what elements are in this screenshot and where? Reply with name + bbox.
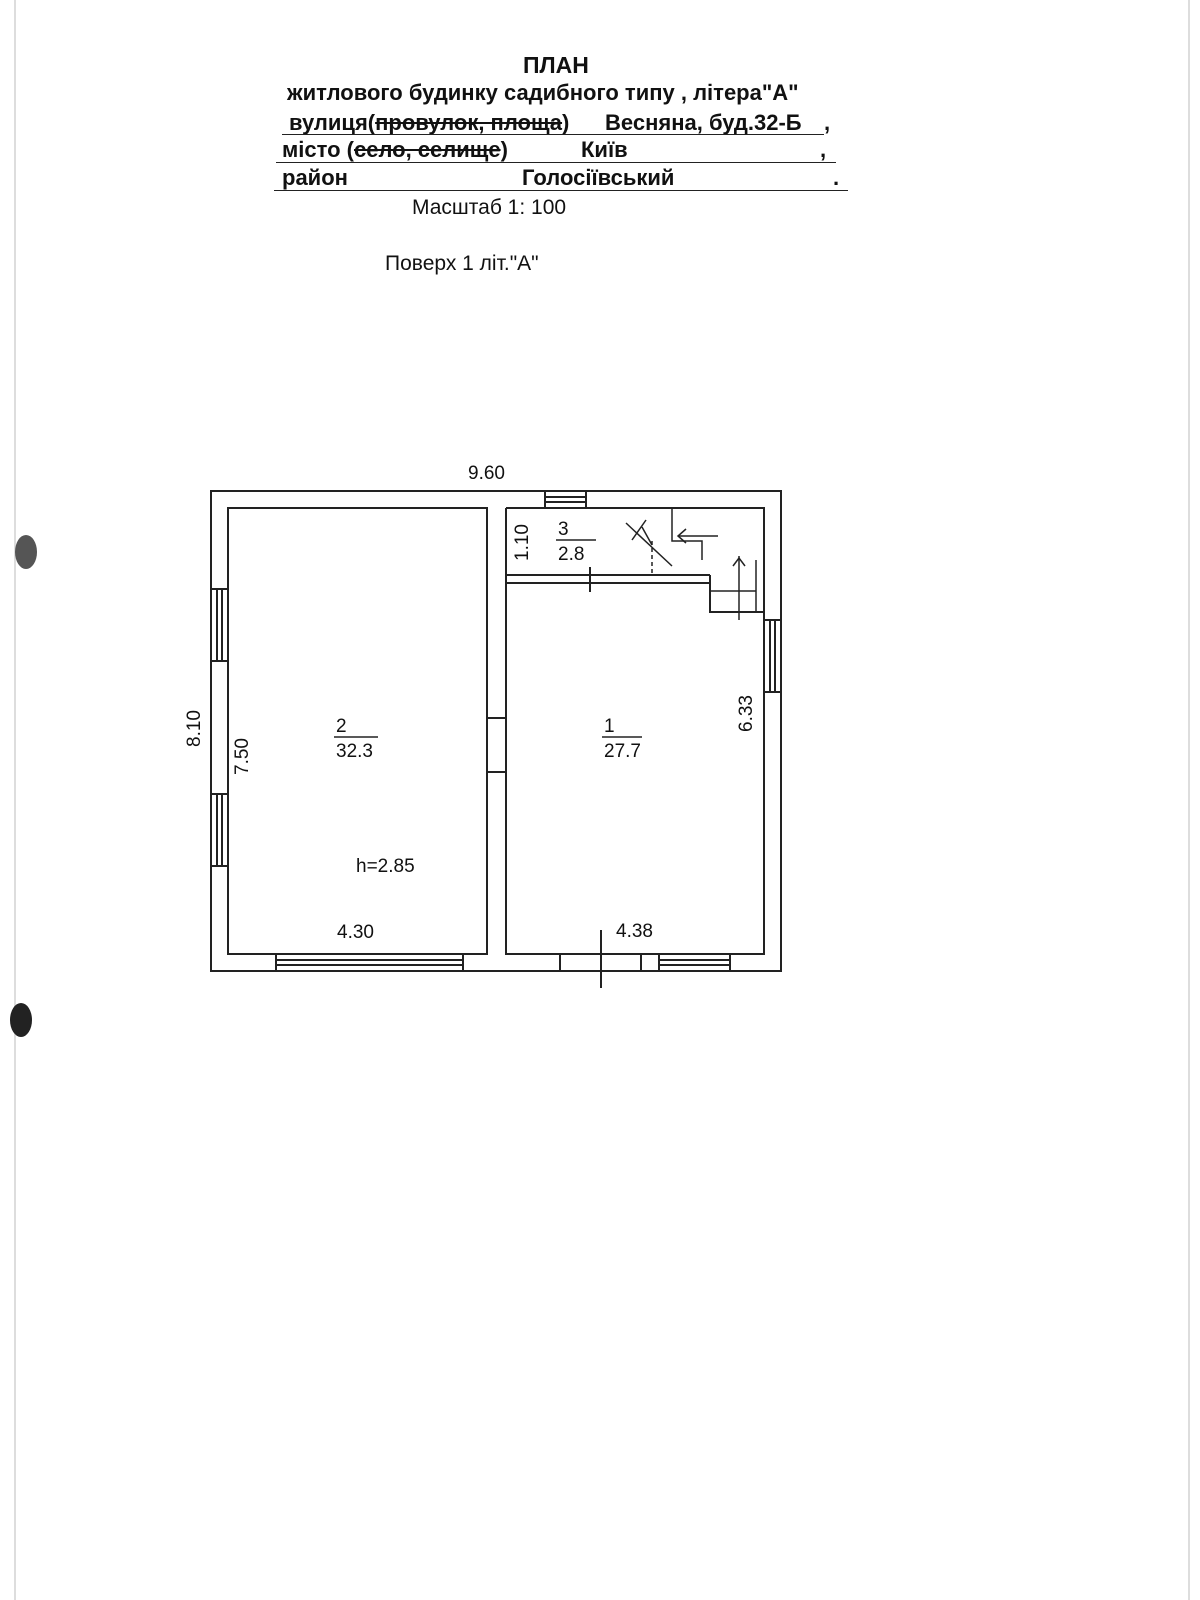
dim-room1-width: 4.38 (616, 921, 653, 942)
room-2-number: 2 (336, 716, 347, 737)
dim-room2-height: 7.50 (232, 738, 253, 775)
document-subtitle: житлового будинку садибного типу , літера"А" (287, 80, 799, 105)
window-bottom-right (659, 954, 730, 971)
dim-overall-width: 9.60 (468, 463, 505, 484)
window-bottom-left (276, 954, 463, 971)
ceiling-height: h=2.85 (356, 856, 415, 877)
room-2-outline (228, 508, 487, 954)
city-struck-options: село, селище (353, 137, 501, 162)
room-label-1 (602, 716, 642, 762)
window-left-upper (211, 589, 228, 661)
dim-overall-height: 8.10 (184, 710, 205, 747)
city-label-close: ) (500, 137, 508, 162)
street-value: Весняна, буд.32-Б (605, 110, 802, 135)
street-struck-options: провулок, площа (375, 110, 563, 135)
room-3-number: 3 (558, 519, 569, 540)
city-label: місто ( (282, 137, 354, 162)
door-room2-room1 (487, 718, 506, 772)
dim-room3-height: 1.10 (512, 524, 533, 561)
room-label-3 (556, 519, 596, 565)
street-label-close: ) (562, 110, 570, 135)
district-value: Голосіївський (522, 165, 675, 190)
city-value: Київ (581, 137, 628, 162)
room-1-number: 1 (604, 716, 615, 737)
street-label: вулиця( (289, 110, 376, 135)
window-left-lower (211, 794, 228, 866)
dim-room2-width: 4.30 (337, 922, 374, 943)
district-end-mark: . (833, 165, 840, 190)
dim-room1-height: 6.33 (736, 695, 757, 732)
window-right (764, 620, 781, 692)
window-top (545, 491, 586, 508)
city-end-mark: , (820, 137, 827, 162)
room-2-area: 32.3 (336, 741, 373, 762)
page-title: ПЛАН (523, 52, 589, 78)
outer-wall (211, 491, 781, 971)
staircase (626, 508, 756, 620)
room-label-2 (334, 716, 378, 762)
floor-label: Поверх 1 літ."А" (385, 252, 539, 275)
room-3-area: 2.8 (558, 544, 585, 565)
scale-label: Масштаб 1: 100 (412, 196, 567, 219)
room-1-area: 27.7 (604, 741, 641, 762)
street-end-mark: , (824, 110, 831, 135)
district-label: район (282, 165, 348, 190)
